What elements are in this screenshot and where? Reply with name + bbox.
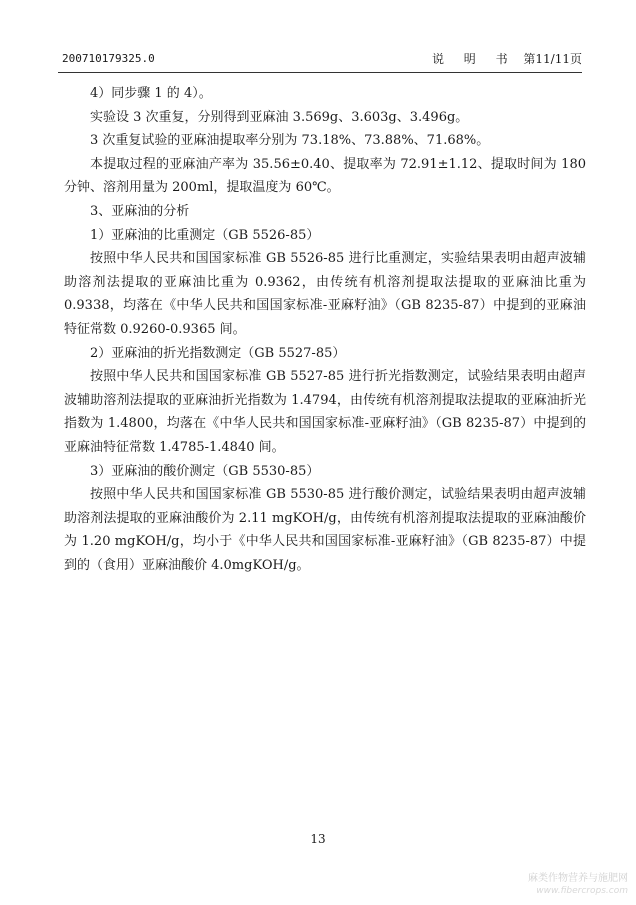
watermark-site: www.fibercrops.com (536, 886, 628, 896)
paragraph-repeat-yields: 实验设 3 次重复，分别得到亚麻油 3.569g、3.603g、3.496g。 (90, 109, 469, 125)
page-header (62, 50, 582, 68)
subheading-acid-value: 3）亚麻油的酸价测定（GB 5530-85） (90, 463, 320, 479)
paragraph-refractive-index: 按照中华人民共和国国家标准 GB 5527-85 进行折光指数测定，试验结果表明由超声波辅助溶剂法提取的亚麻油折光指数为 1.4794，由传统有机溶剂提取法提取的亚麻油折光指数为 1.4800，均落在《中华人民共和国国家标准-亚麻籽油》（GB 8235-87）中提到的亚麻油特征常数 1.4785-1.4840 间。 (64, 369, 586, 455)
watermark-name: 麻类作物营养与施肥网 (528, 873, 628, 884)
paragraph-process-summary: 本提取过程的亚麻油产率为 35.56±0.40、提取率为 72.91±1.12、提取时间为 180 分钟、溶剂用量为 200ml，提取温度为 60℃。 (64, 156, 586, 196)
paragraph-extraction-rates: 3 次重复试验的亚麻油提取率分别为 73.18%、73.88%、71.68%。 (90, 133, 490, 149)
page-label: 第11/11页 (523, 52, 582, 66)
subheading-refractive-index: 2）亚麻油的折光指数测定（GB 5527-85） (90, 345, 346, 361)
watermark (528, 872, 628, 898)
paragraph-step-4: 4）同步骤 1 的 4）。 (90, 86, 212, 101)
document-body (64, 82, 586, 577)
document-number: 200710179325.0 (62, 52, 155, 65)
page-number: 13 (310, 832, 326, 846)
header-right (432, 50, 582, 68)
paragraph-acid-value: 按照中华人民共和国国家标准 GB 5530-85 进行酸价测定，试验结果表明由超声波辅助溶剂法提取的亚麻油酸价为 2.11 mgKOH/g，由传统有机溶剂提取法提取的亚麻油酸价为 1.20 mgKOH/g，均小于《中华人民共和国国家标准-亚麻籽油》（GB 8235-87）中提到的（食用）亚麻油酸价 4.0mgKOH/g。 (64, 487, 586, 573)
header-rule (58, 72, 582, 73)
paragraph-specific-gravity: 按照中华人民共和国国家标准 GB 5526-85 进行比重测定，实验结果表明由超声波辅助溶剂法提取的亚麻油比重为 0.9362，由传统有机溶剂提取法提取的亚麻油比重为 0.9338，均落在《中华人民共和国国家标准-亚麻籽油》（GB 8235-87）中提到的亚麻油特征常数 0.9260-0.9365 间。 (64, 251, 586, 337)
subheading-specific-gravity: 1）亚麻油的比重测定（GB 5526-85） (90, 227, 320, 243)
section-title: 说 明 书 (431, 52, 516, 66)
section-heading-analysis: 3、亚麻油的分析 (90, 203, 190, 219)
